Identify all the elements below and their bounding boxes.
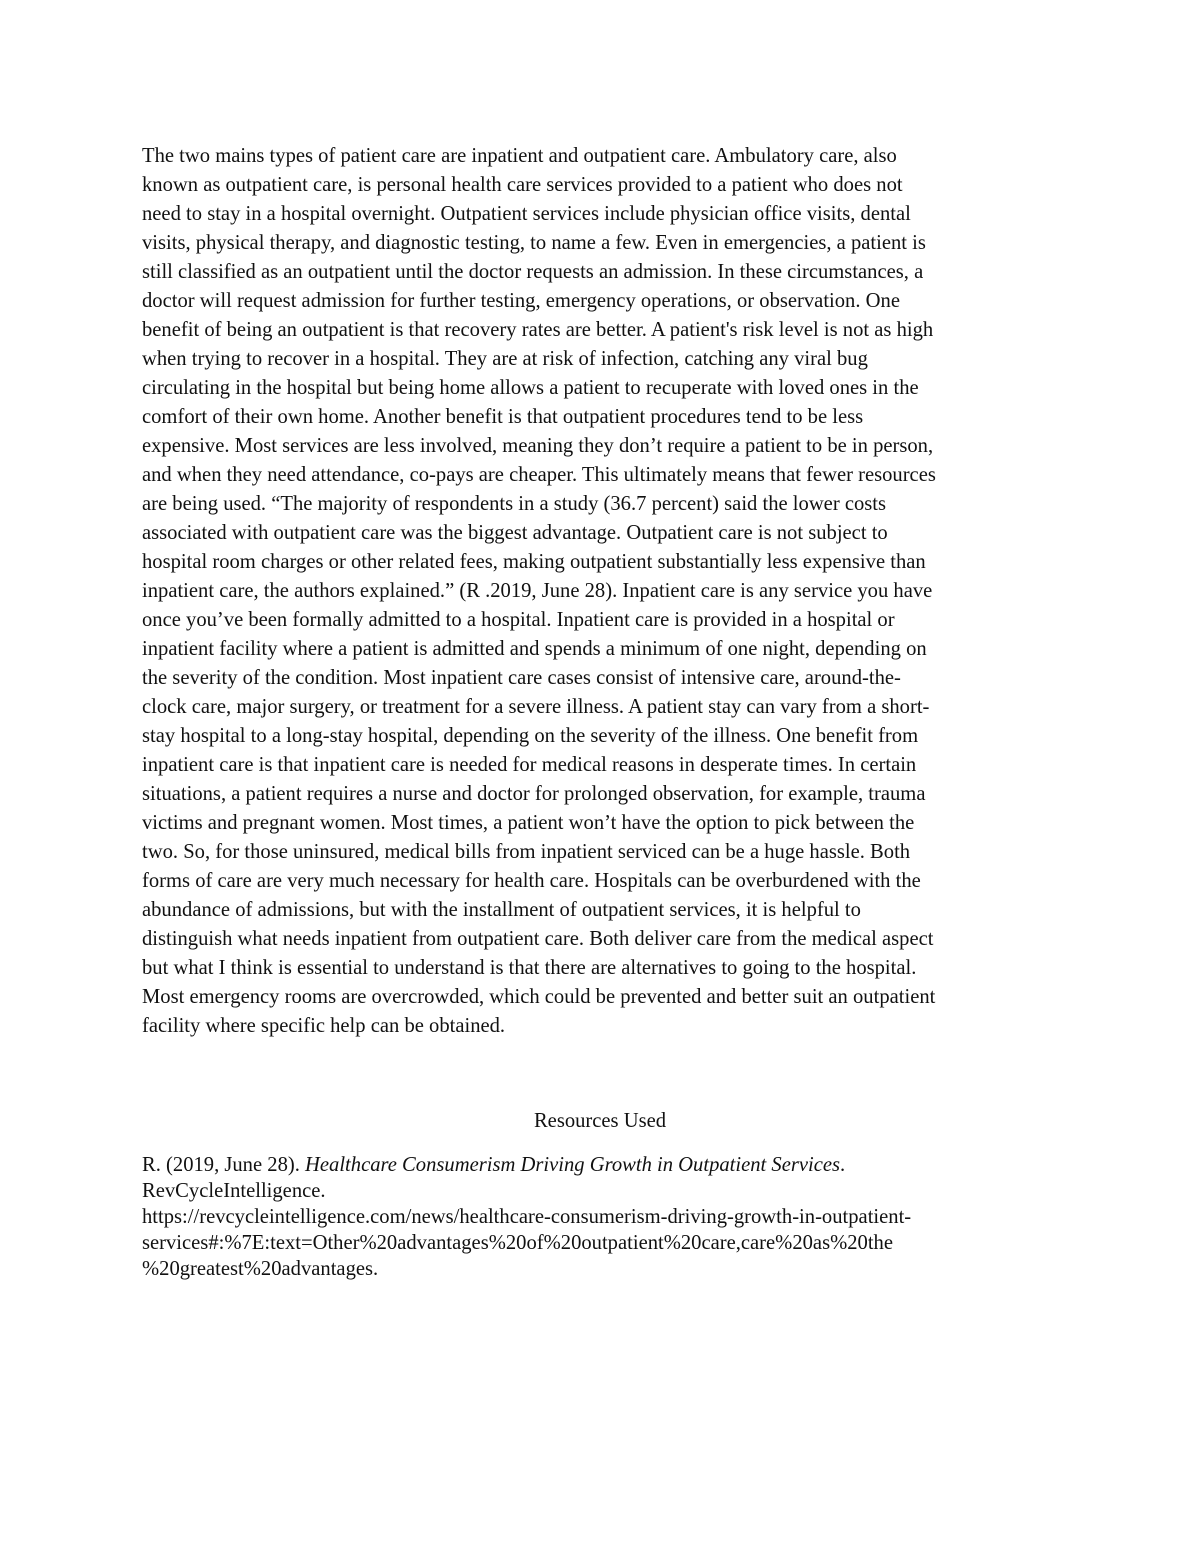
body-line: distinguish what needs inpatient from outpatient care. Both deliver care from the medical aspect [142,928,934,950]
body-line: forms of care are very much necessary for health care. Hospitals can be overburdened with the [142,870,921,892]
body-line: facility where specific help can be obtained. [142,1015,506,1037]
reference-url-line: %20greatest%20advantages. [142,1258,379,1280]
body-line: abundance of admissions, but with the installment of outpatient services, it is helpful to [142,899,861,921]
body-line: benefit of being an outpatient is that recovery rates are better. A patient's risk level is not as high [142,319,934,341]
body-line: visits, physical therapy, and diagnostic testing, to name a few. Even in emergencies, a patient is [142,232,926,254]
reference-title-suffix: . [840,1154,846,1176]
body-line: doctor will request admission for further testing, emergency operations, or observation. One [142,290,900,312]
reference-author-date: R. (2019, June 28). [142,1154,306,1176]
body-line: associated with outpatient care was the biggest advantage. Outpatient care is not subject to [142,522,888,544]
body-line: but what I think is essential to understand is that there are alternatives to going to the hospital. [142,957,917,979]
body-line: clock care, major surgery, or treatment for a severe illness. A patient stay can vary from a short- [142,696,930,718]
body-line: situations, a patient requires a nurse and doctor for prolonged observation, for example, trauma [142,783,926,805]
reference-publisher: RevCycleIntelligence. [142,1180,326,1202]
body-paragraph [142,142,1060,1041]
reference-url-line: https://revcycleintelligence.com/news/healthcare-consumerism-driving-growth-in-outpatient- [142,1206,912,1228]
body-line: inpatient care, the authors explained.” (R .2019, June 28). Inpatient care is any service you have [142,580,933,602]
reference-entry [142,1152,1060,1282]
body-line: circulating in the hospital but being home allows a patient to recuperate with loved ones in the [142,377,919,399]
body-line: still classified as an outpatient until the doctor requests an admission. In these circumstances, a [142,261,924,283]
body-line: inpatient care is that inpatient care is needed for medical reasons in desperate times. In certain [142,754,917,776]
body-line: the severity of the condition. Most inpatient care cases consist of intensive care, around-the- [142,667,901,689]
body-line: expensive. Most services are less involved, meaning they don’t require a patient to be in person, [142,435,934,457]
body-line: comfort of their own home. Another benefit is that outpatient procedures tend to be less [142,406,864,428]
body-line: hospital room charges or other related fees, making outpatient substantially less expensive than [142,551,926,573]
body-line: inpatient facility where a patient is admitted and spends a minimum of one night, depending on [142,638,927,660]
body-line: stay hospital to a long-stay hospital, depending on the severity of the illness. One benefit from [142,725,919,747]
body-line: known as outpatient care, is personal health care services provided to a patient who does not [142,174,903,196]
body-line: need to stay in a hospital overnight. Outpatient services include physician office visits, dental [142,203,911,225]
body-line: The two mains types of patient care are inpatient and outpatient care. Ambulatory care, also [142,145,897,167]
body-line: two. So, for those uninsured, medical bills from inpatient serviced can be a huge hassle. Both [142,841,911,863]
body-line: Most emergency rooms are overcrowded, which could be prevented and better suit an outpatient [142,986,936,1008]
reference-citation-line [142,1152,1060,1178]
reference-title: Healthcare Consumerism Driving Growth in Outpatient Services [305,1154,841,1176]
reference-url-line: services#:%7E:text=Other%20advantages%20of%20outpatient%20care,care%20as%20the [142,1232,893,1254]
body-line: once you’ve been formally admitted to a hospital. Inpatient care is provided in a hospital or [142,609,895,631]
body-line: when trying to recover in a hospital. They are at risk of infection, catching any viral bug [142,348,868,370]
body-line: victims and pregnant women. Most times, a patient won’t have the option to pick between the [142,812,915,834]
body-line: are being used. “The majority of respondents in a study (36.7 percent) said the lower costs [142,493,887,515]
resources-heading: Resources Used [533,1110,667,1132]
body-line: and when they need attendance, co-pays are cheaper. This ultimately means that fewer resources [142,464,936,486]
